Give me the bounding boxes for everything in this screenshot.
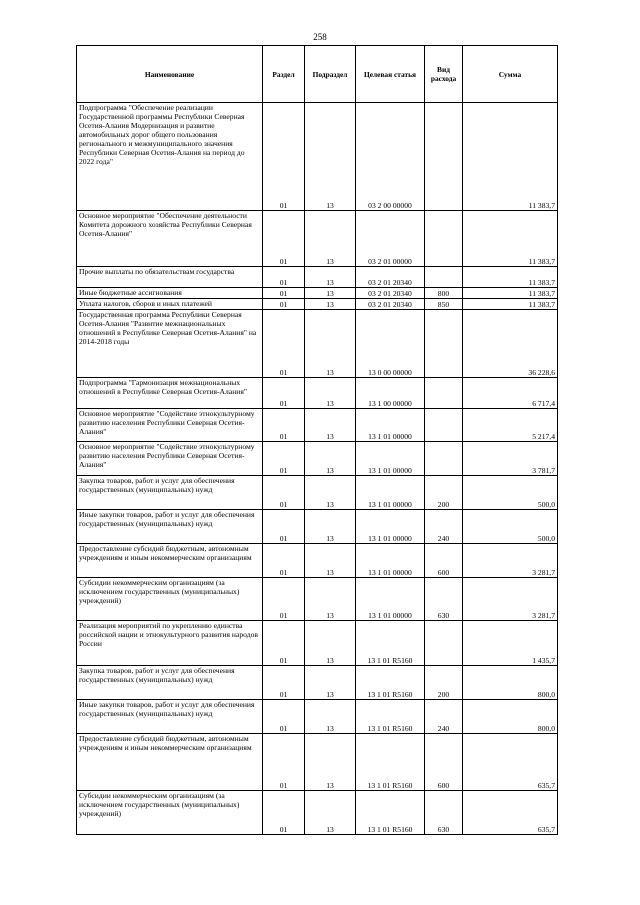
table-row [77, 791, 558, 835]
header-section: Раздел [263, 46, 305, 103]
row-target: 13 1 01 R5160 [356, 700, 425, 734]
row-name: Подпрограмма "Гармонизация межнациональных отношений в Республике Северная Осетия-Алания" [77, 378, 263, 409]
table-row [77, 476, 558, 510]
row-target: 03 2 00 00000 [356, 103, 425, 211]
row-subsection: 13 [305, 442, 356, 476]
row-name: Иные бюджетные ассигнования [77, 288, 263, 299]
row-target: 13 1 01 R5160 [356, 621, 425, 666]
row-name: Прочие выплаты по обязательствам государства [77, 267, 263, 288]
row-name: Уплата налогов, сборов и иных платежей [77, 299, 263, 310]
table-row [77, 621, 558, 666]
row-target: 13 1 01 R5160 [356, 734, 425, 791]
row-subsection: 13 [305, 734, 356, 791]
row-section: 01 [263, 310, 305, 378]
row-name: Иные закупки товаров, работ и услуг для обеспечения государственных (муниципальных) нужд [77, 510, 263, 544]
row-section: 01 [263, 103, 305, 211]
row-target: 13 1 01 R5160 [356, 791, 425, 835]
row-type: 630 [425, 791, 463, 835]
row-subsection: 13 [305, 476, 356, 510]
table-row [77, 299, 558, 310]
table-row [77, 734, 558, 791]
row-section: 01 [263, 544, 305, 578]
table-row [77, 666, 558, 700]
row-target: 13 1 01 00000 [356, 409, 425, 442]
row-name: Закупка товаров, работ и услуг для обеспечения государственных (муниципальных) нужд [77, 666, 263, 700]
row-type: 600 [425, 734, 463, 791]
row-subsection: 13 [305, 288, 356, 299]
row-target: 13 1 01 00000 [356, 510, 425, 544]
row-section: 01 [263, 378, 305, 409]
row-name: Основное мероприятие "Содействие этнокультурному развитию населения Республики Северная Осетия-Алания" [77, 442, 263, 476]
row-name: Субсидии некоммерческим организациям (за исключением государственных (муниципальных) учреждений) [77, 791, 263, 835]
row-section: 01 [263, 288, 305, 299]
row-section: 01 [263, 476, 305, 510]
row-amount: 11 383,7 [463, 299, 558, 310]
row-target: 03 2 01 20340 [356, 299, 425, 310]
row-section: 01 [263, 700, 305, 734]
row-type: 600 [425, 544, 463, 578]
table-row [77, 409, 558, 442]
row-amount: 36 228,6 [463, 310, 558, 378]
row-section: 01 [263, 211, 305, 267]
row-subsection: 13 [305, 621, 356, 666]
row-section: 01 [263, 666, 305, 700]
table-row [77, 310, 558, 378]
row-amount: 3 281,7 [463, 544, 558, 578]
row-type: 200 [425, 476, 463, 510]
row-type [425, 310, 463, 378]
row-subsection: 13 [305, 700, 356, 734]
row-amount: 1 435,7 [463, 621, 558, 666]
table-row [77, 578, 558, 621]
row-subsection: 13 [305, 666, 356, 700]
header-amount: Сумма [463, 46, 558, 103]
row-subsection: 13 [305, 791, 356, 835]
row-amount: 11 383,7 [463, 288, 558, 299]
row-target: 03 2 01 20340 [356, 288, 425, 299]
row-section: 01 [263, 442, 305, 476]
row-amount: 635,7 [463, 734, 558, 791]
header-subsection: Подраздел [305, 46, 356, 103]
row-name: Реализация мероприятий по укреплению единства российской нации и этнокультурного развития народов России [77, 621, 263, 666]
row-type: 240 [425, 510, 463, 544]
row-amount: 635,7 [463, 791, 558, 835]
row-target: 13 1 01 00000 [356, 442, 425, 476]
row-section: 01 [263, 791, 305, 835]
row-name: Основное мероприятие "Обеспечение деятельности Комитета дорожного хозяйства Республики Северная Осетия-Алания" [77, 211, 263, 267]
row-type [425, 621, 463, 666]
row-amount: 11 383,7 [463, 211, 558, 267]
table-row [77, 544, 558, 578]
row-section: 01 [263, 734, 305, 791]
row-subsection: 13 [305, 103, 356, 211]
page-number: 258 [313, 32, 327, 42]
table-row [77, 267, 558, 288]
row-amount: 800,0 [463, 666, 558, 700]
table-row [77, 510, 558, 544]
row-name: Государственная программа Республики Северная Осетия-Алания "Развитие межнациональных отношений в Республике Северная Осетия-Алания" на 2014-2018 годы [77, 310, 263, 378]
row-type [425, 378, 463, 409]
row-section: 01 [263, 299, 305, 310]
row-name: Предоставление субсидий бюджетным, автономным учреждениям и иным некоммерческим организациям [77, 734, 263, 791]
table-row [77, 288, 558, 299]
row-type [425, 103, 463, 211]
row-amount: 500,0 [463, 510, 558, 544]
row-subsection: 13 [305, 510, 356, 544]
budget-table [76, 45, 558, 835]
row-type [425, 442, 463, 476]
row-name: Предоставление субсидий бюджетным, автономным учреждениям и иным некоммерческим организациям [77, 544, 263, 578]
row-type [425, 409, 463, 442]
table-row [77, 103, 558, 211]
row-section: 01 [263, 409, 305, 442]
row-type [425, 267, 463, 288]
row-subsection: 13 [305, 544, 356, 578]
row-type [425, 211, 463, 267]
row-amount: 3 281,7 [463, 578, 558, 621]
row-section: 01 [263, 621, 305, 666]
row-target: 13 1 00 00000 [356, 378, 425, 409]
row-section: 01 [263, 510, 305, 544]
row-target: 13 1 01 00000 [356, 578, 425, 621]
row-name: Иные закупки товаров, работ и услуг для обеспечения государственных (муниципальных) нужд [77, 700, 263, 734]
row-name: Субсидии некоммерческим организациям (за исключением государственных (муниципальных) учреждений) [77, 578, 263, 621]
row-target: 03 2 01 20340 [356, 267, 425, 288]
row-name: Закупка товаров, работ и услуг для обеспечения государственных (муниципальных) нужд [77, 476, 263, 510]
header-target: Целевая статья [356, 46, 425, 103]
row-amount: 11 383,7 [463, 103, 558, 211]
row-target: 13 1 01 00000 [356, 544, 425, 578]
row-subsection: 13 [305, 211, 356, 267]
row-amount: 500,0 [463, 476, 558, 510]
row-target: 03 2 01 00000 [356, 211, 425, 267]
row-type: 850 [425, 299, 463, 310]
header-expense-type: Вид расхода [425, 46, 463, 103]
row-amount: 5 217,4 [463, 409, 558, 442]
row-target: 13 0 00 00000 [356, 310, 425, 378]
table-row [77, 211, 558, 267]
table-row [77, 700, 558, 734]
row-name: Подпрограмма "Обеспечение реализации Государственной программы Республики Северная Осетия-Алания Модернизация и развитие автомобильных дорог общего пользования регионального и межмуниципального значения Республики Северная Осетия-Алания на период до 2022 года" [77, 103, 263, 211]
row-amount: 11 383,7 [463, 267, 558, 288]
table-header-row [77, 46, 558, 103]
row-amount: 800,0 [463, 700, 558, 734]
row-subsection: 13 [305, 310, 356, 378]
row-subsection: 13 [305, 267, 356, 288]
row-target: 13 1 01 R5160 [356, 666, 425, 700]
row-name: Основное мероприятие "Содействие этнокультурному развитию населения Республики Северная Осетия-Алания" [77, 409, 263, 442]
table-row [77, 378, 558, 409]
table-row [77, 442, 558, 476]
row-subsection: 13 [305, 299, 356, 310]
header-name: Наименование [77, 46, 263, 103]
row-amount: 6 717,4 [463, 378, 558, 409]
row-subsection: 13 [305, 378, 356, 409]
row-type: 240 [425, 700, 463, 734]
row-subsection: 13 [305, 578, 356, 621]
row-section: 01 [263, 578, 305, 621]
row-type: 630 [425, 578, 463, 621]
row-type: 800 [425, 288, 463, 299]
row-subsection: 13 [305, 409, 356, 442]
row-target: 13 1 01 00000 [356, 476, 425, 510]
row-amount: 3 781,7 [463, 442, 558, 476]
row-section: 01 [263, 267, 305, 288]
row-type: 200 [425, 666, 463, 700]
